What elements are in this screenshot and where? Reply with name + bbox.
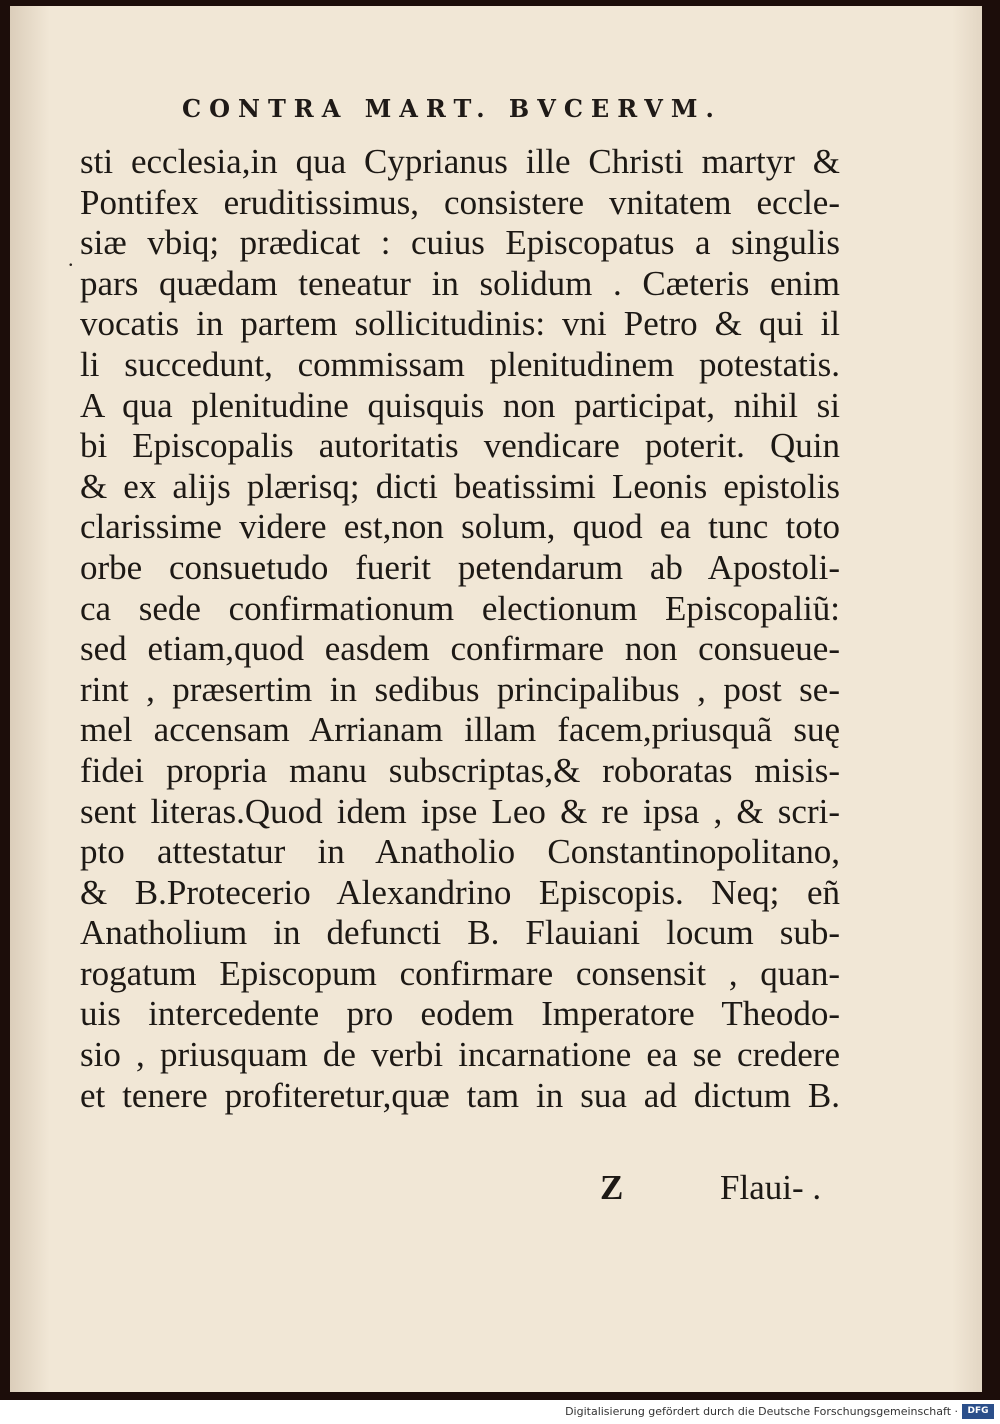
text-line: rogatum Episcopum confirmare consensit , quan- bbox=[80, 953, 840, 993]
text-line: & B.Protecerio Alexandrino Episcopis. Neq; eñ bbox=[80, 872, 840, 912]
text-line: Anatholium in defuncti B. Flauiani locum sub- bbox=[80, 913, 840, 953]
text-line: mel accensam Arrianam illam facem,priusquã suę bbox=[80, 710, 840, 750]
text-line: li succedunt, commissam plenitudinem potestatis. bbox=[80, 344, 840, 384]
text-line: Pontifex eruditissimus, consistere vnitatem eccle- bbox=[80, 182, 840, 222]
text-line: siæ vbiq; prædicat : cuius Episcopatus a singulis bbox=[80, 223, 840, 263]
text-line: rint , præsertim in sedibus principalibus , post se- bbox=[80, 669, 840, 709]
text-line: sed etiam,quod easdem confirmare non consueue- bbox=[80, 629, 840, 669]
text-line: pars quædam teneatur in solidum . Cæteris enim bbox=[80, 263, 840, 303]
text-line: ca sede confirmationum electionum Episcopaliũ: bbox=[80, 588, 840, 628]
marginal-mark: . bbox=[68, 246, 74, 271]
text-line: vocatis in partem sollicitudinis: vni Petro & qui il bbox=[80, 304, 840, 344]
signature-mark: Z bbox=[600, 1168, 624, 1207]
text-line: sio , priusquam de verbi incarnatione ea se credere bbox=[80, 1035, 840, 1075]
text-line: sti ecclesia,in qua Cyprianus ille Christi martyr & bbox=[80, 142, 840, 181]
text-line: pto attestatur in Anatholio Constantinopolitano, bbox=[80, 832, 840, 872]
text-line: A qua plenitudine quisquis non participat, nihil si bbox=[80, 385, 840, 425]
text-line: fidei propria manu subscriptas,& roboratas misis- bbox=[80, 750, 840, 790]
text-line: sent literas.Quod idem ipse Leo & re ipsa , & scri- bbox=[80, 791, 840, 831]
credit-bar bbox=[0, 1400, 1000, 1424]
dfg-logo: DFG bbox=[962, 1404, 994, 1419]
scanned-page bbox=[10, 6, 982, 1392]
body-text bbox=[80, 142, 840, 1116]
running-head: CONTRA MART. BVCERVM. bbox=[182, 94, 722, 123]
text-line: orbe consuetudo fuerit petendarum ab Apostoli- bbox=[80, 547, 840, 587]
catchword: Flaui- . bbox=[720, 1168, 822, 1207]
text-line: clarissime videre est,non solum, quod ea tunc toto bbox=[80, 507, 840, 547]
text-line: bi Episcopalis autoritatis vendicare poterit. Quin bbox=[80, 426, 840, 466]
text-line: et tenere profiteretur,quæ tam in sua ad dictum B. bbox=[80, 1075, 840, 1115]
text-line: & ex alijs plærisq; dicti beatissimi Leonis epistolis bbox=[80, 466, 840, 506]
text-line: uis intercedente pro eodem Imperatore Theodo- bbox=[80, 994, 840, 1034]
credit-text: Digitalisierung gefördert durch die Deutsche Forschungsgemeinschaft · bbox=[565, 1405, 958, 1418]
